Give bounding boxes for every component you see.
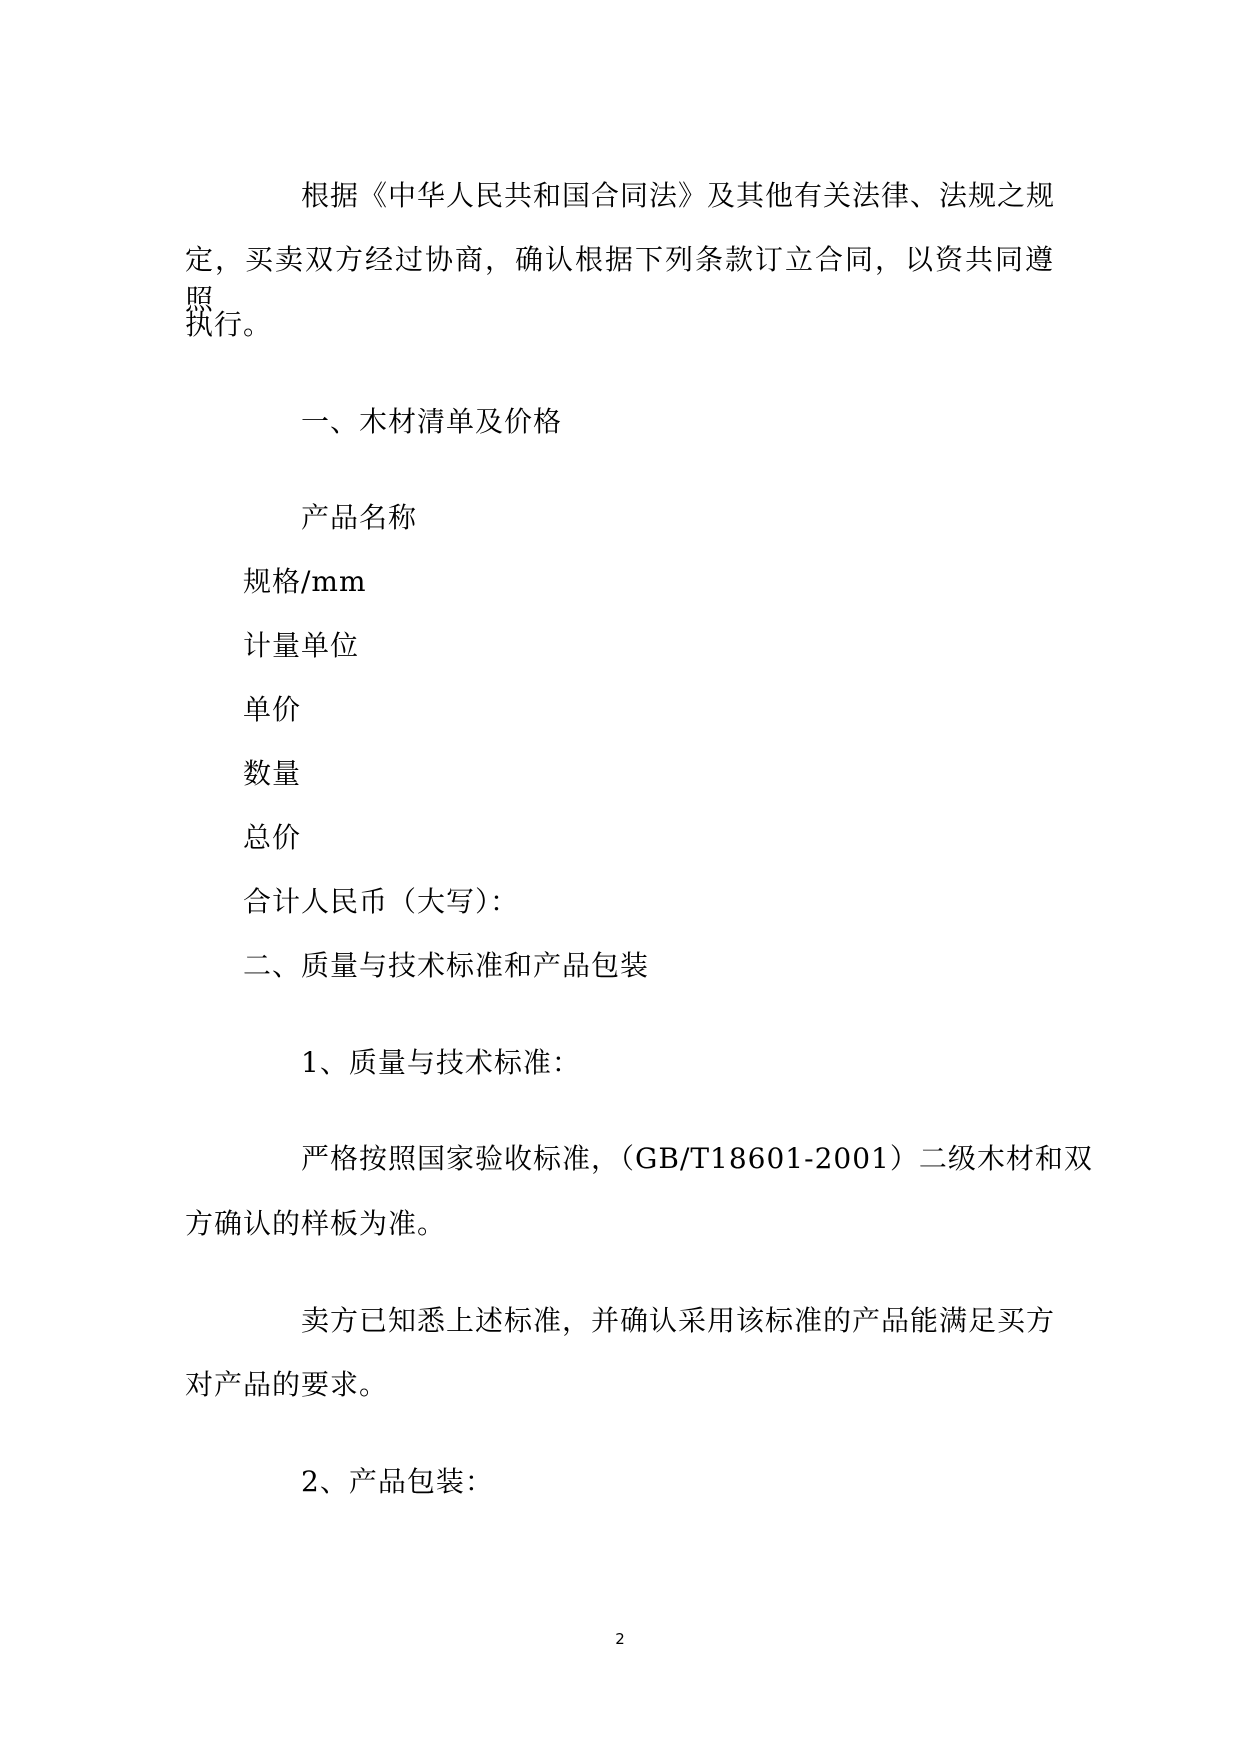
section-heading-quality-packaging: 二、质量与技术标准和产品包装 — [243, 949, 650, 982]
paragraph-seller-acknowledge-line-1: 卖方已知悉上述标准，并确认采用该标准的产品能满足买方 — [301, 1304, 1056, 1337]
field-quantity: 数量 — [243, 757, 302, 790]
paragraph-standard-line-1: 严格按照国家验收标准，（GB/T18601-2001）二级木材和双 — [301, 1142, 1093, 1175]
paragraph-legal-basis-line-2: 定，买卖双方经过协商，确认根据下列条款订立合同，以资共同遵照 — [185, 243, 1054, 316]
field-total-price: 总价 — [243, 821, 302, 854]
subsection-heading-quality-standard: 1、质量与技术标准： — [301, 1046, 581, 1079]
page-number: 2 — [615, 1630, 625, 1648]
field-specification: 规格/mm — [243, 565, 367, 598]
field-product-name: 产品名称 — [301, 501, 418, 534]
field-total-rmb-uppercase: 合计人民币（大写）： — [243, 885, 520, 918]
paragraph-seller-acknowledge-line-2: 对产品的要求。 — [185, 1368, 389, 1401]
field-unit-of-measure: 计量单位 — [243, 629, 360, 662]
paragraph-legal-basis-line-3: 执行。 — [185, 308, 273, 341]
subsection-heading-product-packaging: 2、产品包装： — [301, 1465, 494, 1498]
paragraph-legal-basis-line-1: 根据《中华人民共和国合同法》及其他有关法律、法规之规 — [301, 179, 1056, 212]
field-unit-price: 单价 — [243, 693, 302, 726]
paragraph-standard-line-2: 方确认的样板为准。 — [185, 1207, 447, 1240]
section-heading-timber-list: 一、木材清单及价格 — [301, 405, 563, 438]
